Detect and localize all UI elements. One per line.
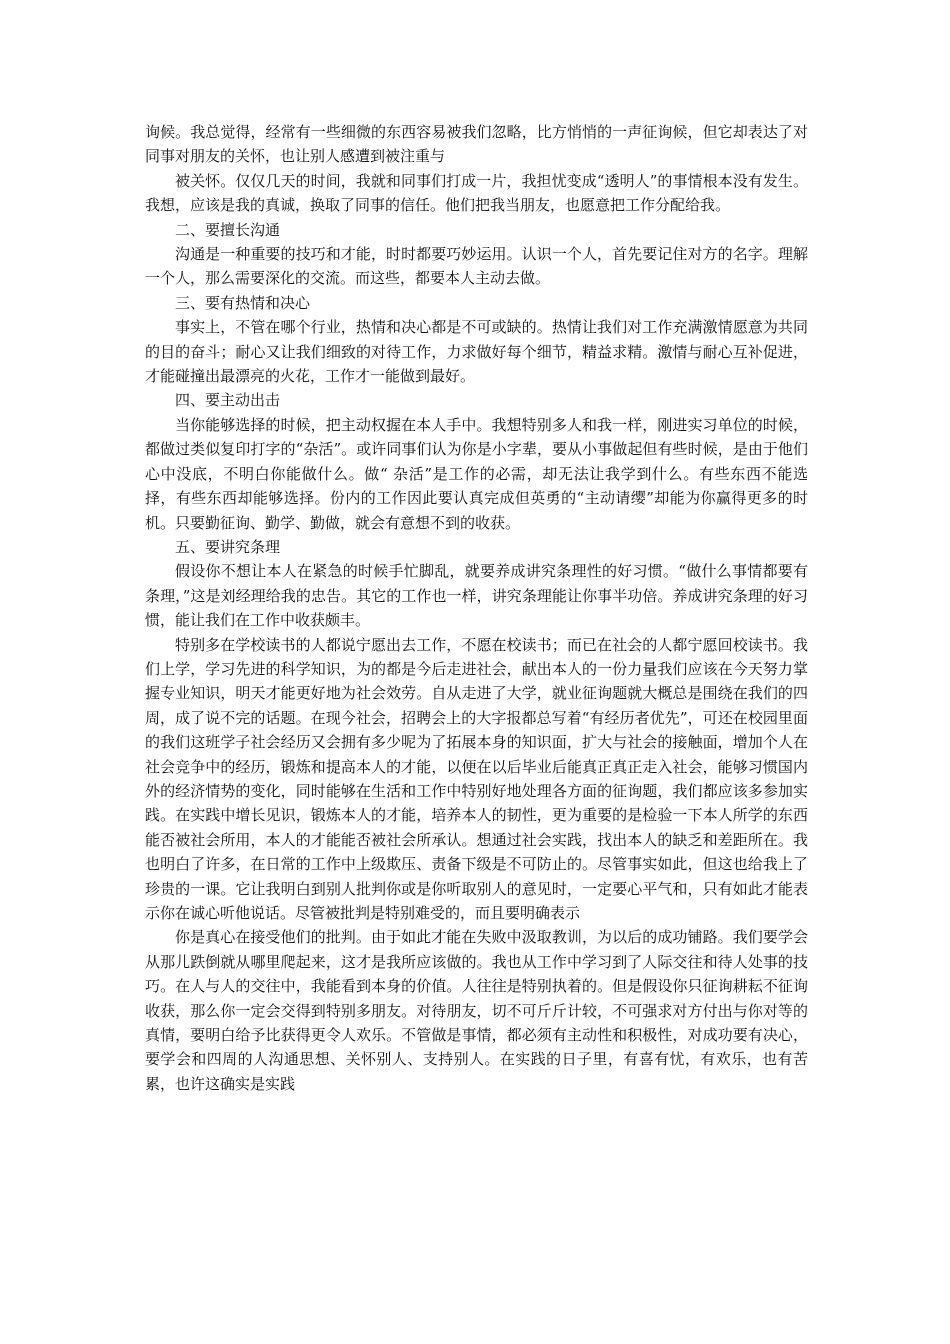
section-heading-communication: 二、要擅长沟通 xyxy=(175,220,281,239)
section-heading-passion: 三、要有热情和决心 xyxy=(175,293,311,312)
paragraph-body: 假设你不想让本人在紧急的时候手忙脚乱，就要养成讲究条理性的好习惯。“做什么事情都要有条理，”这是刘经理给我的忠告。其它的工作也一样，讲究条理能让你事半功倍。养成讲究条理的好习惯，能让我们在工作中收获颇丰。 xyxy=(145,562,808,630)
paragraph-body: 事实上，不管在哪个行业，热情和决心都是不可或缺的。热情让我们对工作充满激情愿意为共同的目的奋斗；耐心又让我们细致的对待工作，力求做好每个细节，精益求精。激情与耐心互补促进，才能碰撞出最漂亮的火花，工作才一能做到最好。 xyxy=(145,318,808,386)
paragraph-body: 特别多在学校读书的人都说宁愿出去工作，不愿在校读书；而已在社会的人都宁愿回校读书。我们上学，学习先进的科学知识，为的都是今后走进社会，献出本人的一份力量我们应该在今天努力掌握专业知识，明天才能更好地为社会效劳。自从走进了大学，就业征询题就大概总是围绕在我们的四周，成了说不完的话题。在现今社会，招聘会上的大字报都总写着“有经历者优先”，可还在校园里面的我们这班学子社会经历又会拥有多少呢为了拓展本身的知识面，扩大与社会的接触面，增加个人在社会竞争中的经历，锻炼和提高本人的才能，以便在以后毕业后能真正真正走入社会，能够习惯国内外的经济情势的变化，同时能够在生活和工作中特别好地处理各方面的征询题，我们都应该多参加实践。在实践中增长见识，锻炼本人的才能，培养本人的韧性，更为重要的是检验一下本人所学的东西能否被社会所用，本人的才能能否被社会所承认。想通过社会实践，找出本人的缺乏和差距所在。我也明白了许多，在日常的工作中上级欺压、责备下级是不可防止的。尽管事实如此，但这也给我上了珍贵的一课。它让我明白到别人批判你或是你听取别人的意见时，一定要心平气和，只有如此才能表示你在诚心听他说话。尽管被批判是特别难受的，而且要明确表示 xyxy=(145,635,808,922)
paragraph-continuation: 询候。我总觉得，经常有一些细微的东西容易被我们忽略，比方悄悄的一声征询候，但它却表达了对同事对朋友的关怀，也让别人感遭到被注重与 xyxy=(145,123,808,166)
paragraph-body: 沟通是一种重要的技巧和才能，时时都要巧妙运用。认识一个人，首先要记住对方的名字。理解一个人，那么需要深化的交流。而这些，都要本人主动去做。 xyxy=(145,245,808,288)
paragraph-body: 你是真心在接受他们的批判。由于如此才能在失败中汲取教训，为以后的成功铺路。我们要学会从那儿跌倒就从哪里爬起来，这才是我所应该做的。我也从工作中学习到了人际交往和待人处事的技巧。在人与人的交往中，我能看到本身的价值。人往往是特别执着的。但是假设你只征询耕耘不征询收获，那么你一定会交得到特别多朋友。对待朋友，切不可斤斤计较，不可强求对方付出与你对等的真情，要明白给予比获得更令人欢乐。不管做是事情，都必须有主动性和积极性，对成功要有决心，要学会和四周的人沟通思想、关怀别人、支持别人。在实践的日子里，有喜有忧，有欢乐，也有苦累，也许这确实是实践 xyxy=(145,928,808,1093)
section-heading-orderliness: 五、要讲究条理 xyxy=(175,537,281,556)
document-page xyxy=(145,120,808,1096)
paragraph-body: 被关怀。仅仅几天的时间，我就和同事们打成一片，我担忧变成“透明人”的事情根本没有发生。我想，应该是我的真诚，换取了同事的信任。他们把我当朋友，也愿意把工作分配给我。 xyxy=(145,171,808,215)
paragraph-body: 当你能够选择的时候，把主动权握在本人手中。我想特别多人和我一样，刚进实习单位的时候，都做过类似复印打字的“杂活”。或许同事们认为你是小字辈，要从小事做起但有些时候，是由于他们心中没底，不明白你能做什么。做“ 杂活”是工作的必需，却无法让我学到什么。有些东西不能选择，有些东西却能够选择。份内的工作因此要认真完成但英勇的“主动请缨”却能为你赢得更多的时机。只要勤征询、勤学、勤做，就会有意想不到的收获。 xyxy=(145,415,808,532)
section-heading-initiative: 四、要主动出击 xyxy=(175,391,281,410)
